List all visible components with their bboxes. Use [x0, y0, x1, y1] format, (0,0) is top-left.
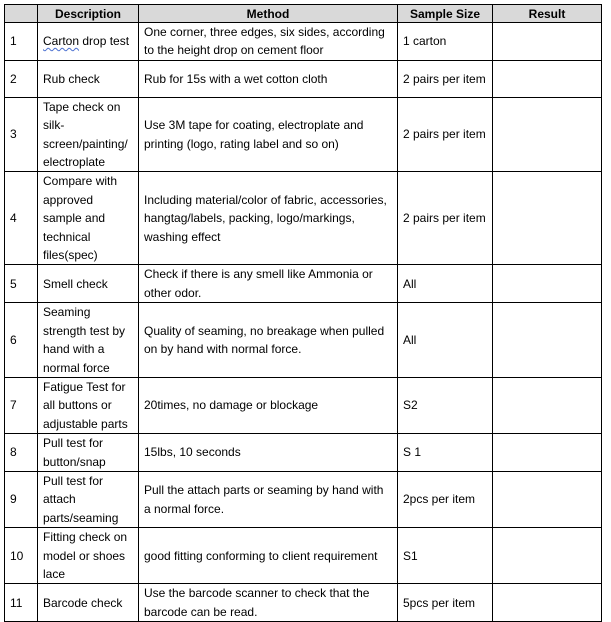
- row-number: 10: [5, 528, 38, 584]
- row-description: Barcode check: [38, 584, 139, 622]
- table-row: [5, 584, 602, 622]
- row-method: Quality of seaming, no breakage when pulled on by hand with normal force.: [139, 303, 398, 378]
- row-number: 2: [5, 60, 38, 97]
- row-description: Rub check: [38, 60, 139, 97]
- header-row: [5, 5, 602, 23]
- row-result[interactable]: [493, 265, 602, 303]
- table-row: [5, 172, 602, 265]
- row-description: Compare with approved sample and technical files(spec): [38, 172, 139, 265]
- row-result[interactable]: [493, 97, 602, 172]
- table-row: [5, 528, 602, 584]
- row-sample-size: 1 carton: [398, 23, 493, 61]
- row-result[interactable]: [493, 172, 602, 265]
- row-method: Use the barcode scanner to check that the barcode can be read.: [139, 584, 398, 622]
- table-row: [5, 434, 602, 472]
- row-method: Use 3M tape for coating, electroplate and printing (logo, rating label and so on): [139, 97, 398, 172]
- table-row: [5, 303, 602, 378]
- table-row: [5, 60, 602, 97]
- row-sample-size: 2 pairs per item: [398, 97, 493, 172]
- spelling-flagged-word: Carton: [43, 34, 80, 49]
- row-description: Pull test for button/snap: [38, 434, 139, 472]
- row-description-rest: drop test: [79, 34, 130, 49]
- table-row: [5, 471, 602, 527]
- row-number: 6: [5, 303, 38, 378]
- header-description: Description: [38, 5, 139, 23]
- row-result[interactable]: [493, 377, 602, 433]
- row-method: Pull the attach parts or seaming by hand with a normal force.: [139, 471, 398, 527]
- row-sample-size: S 1: [398, 434, 493, 472]
- row-sample-size: All: [398, 265, 493, 303]
- row-result[interactable]: [493, 471, 602, 527]
- row-number: 11: [5, 584, 38, 622]
- row-number: 4: [5, 172, 38, 265]
- row-sample-size: 2 pairs per item: [398, 60, 493, 97]
- row-number: 5: [5, 265, 38, 303]
- row-result[interactable]: [493, 434, 602, 472]
- row-result[interactable]: [493, 303, 602, 378]
- row-description: Fatigue Test for all buttons or adjustable parts: [38, 377, 139, 433]
- table-row: [5, 265, 602, 303]
- row-method: 15lbs, 10 seconds: [139, 434, 398, 472]
- row-method: Including material/color of fabric, accessories, hangtag/labels, packing, logo/markings, washing effect: [139, 172, 398, 265]
- row-method: good fitting conforming to client requirement: [139, 528, 398, 584]
- header-result: Result: [493, 5, 602, 23]
- row-method: 20times, no damage or blockage: [139, 377, 398, 433]
- row-method: Check if there is any smell like Ammonia or other odor.: [139, 265, 398, 303]
- header-method: Method: [139, 5, 398, 23]
- row-sample-size: S2: [398, 377, 493, 433]
- row-description: Pull test for attach parts/seaming: [38, 471, 139, 527]
- row-method: Rub for 15s with a wet cotton cloth: [139, 60, 398, 97]
- row-result[interactable]: [493, 23, 602, 61]
- row-sample-size: All: [398, 303, 493, 378]
- row-sample-size: 2pcs per item: [398, 471, 493, 527]
- row-sample-size: 2 pairs per item: [398, 172, 493, 265]
- row-description: Seaming strength test by hand with a normal force: [38, 303, 139, 378]
- table-row: [5, 377, 602, 433]
- row-result[interactable]: [493, 528, 602, 584]
- table-row: [5, 23, 602, 61]
- row-description: Tape check on silk-screen/painting/electroplate: [38, 97, 139, 172]
- header-sample-size: Sample Size: [398, 5, 493, 23]
- table-row: [5, 97, 602, 172]
- row-result[interactable]: [493, 584, 602, 622]
- row-description: Fitting check on model or shoes lace: [38, 528, 139, 584]
- row-number: 1: [5, 23, 38, 61]
- row-number: 8: [5, 434, 38, 472]
- row-sample-size: 5pcs per item: [398, 584, 493, 622]
- header-no: [5, 5, 38, 23]
- row-number: 3: [5, 97, 38, 172]
- inspection-table: [4, 4, 602, 622]
- row-sample-size: S1: [398, 528, 493, 584]
- row-number: 9: [5, 471, 38, 527]
- row-description: [38, 23, 139, 61]
- row-description: Smell check: [38, 265, 139, 303]
- row-result[interactable]: [493, 60, 602, 97]
- row-number: 7: [5, 377, 38, 433]
- row-method: One corner, three edges, six sides, according to the height drop on cement floor: [139, 23, 398, 61]
